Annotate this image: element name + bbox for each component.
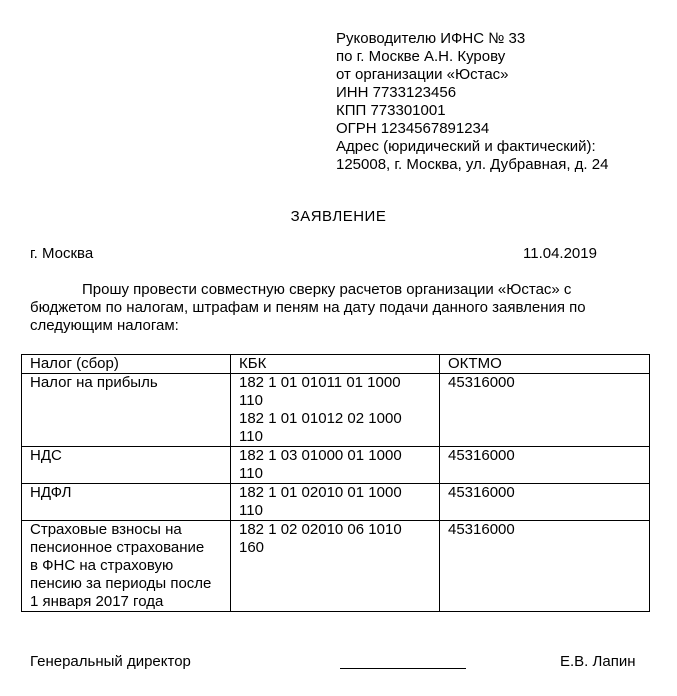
kbk-line: 182 1 01 01012 02 1000 [239,410,402,427]
document-title: ЗАЯВЛЕНИЕ [290,208,387,225]
tax-name-line: 1 января 2017 года [30,593,164,610]
oktmo-cell: 45316000 [440,447,650,484]
request-text [30,281,630,335]
addressee-line: по г. Москве А.Н. Курову [336,48,506,65]
tax-name: НДС [22,447,231,484]
tax-name-line: пенсию за периоды после [30,575,212,592]
kbk-cell [231,521,440,612]
addressee-block [336,30,608,174]
oktmo-cell: 45316000 [440,374,650,447]
inn: ИНН 7733123456 [336,84,457,101]
sender-organization: от организации «Юстас» [336,66,509,83]
header-tax: Налог (сбор) [22,355,231,374]
addressee-line: Руководителю ИФНС № 33 [336,30,526,47]
kbk-line: 110 [239,392,263,409]
kbk-line: 110 [239,465,263,482]
oktmo-cell: 45316000 [440,521,650,612]
tax-name-line: пенсионное страхование [30,539,205,556]
kbk-cell [231,447,440,484]
table-row [22,447,650,484]
table-header-row [22,355,650,374]
table-row [22,521,650,612]
address: 125008, г. Москва, ул. Дубравная, д. 24 [336,156,609,173]
header-oktmo: ОКТМО [440,355,650,374]
tax-name-line: Страховые взносы на [30,521,182,538]
kbk-line: 160 [239,539,265,556]
kbk-cell [231,374,440,447]
document-date: 11.04.2019 [523,245,597,262]
kbk-line: 110 [239,502,263,519]
tax-name-line: в ФНС на страховую [30,557,174,574]
tax-name: НДФЛ [22,484,231,521]
kbk-line: 182 1 02 02010 06 1010 [239,521,402,538]
oktmo-cell: 45316000 [440,484,650,521]
kbk-line: 182 1 01 02010 01 1000 [239,484,402,501]
kbk-line: 182 1 01 01011 01 1000 [239,374,401,391]
signer-position: Генеральный директор [30,653,191,670]
signer-name: Е.В. Лапин [560,653,636,670]
signature-line [340,668,466,669]
request-text-line: бюджетом по налогам, штрафам и пеням на дату подачи данного заявления по [30,299,586,316]
city: г. Москва [30,245,94,262]
kbk-line: 182 1 03 01000 01 1000 [239,447,402,464]
request-text-line: Прошу провести совместную сверку расчетов организации «Юстас» с [82,281,572,298]
tax-name: Налог на прибыль [22,374,231,447]
ogrn: ОГРН 1234567891234 [336,120,490,137]
kpp: КПП 773301001 [336,102,446,119]
header-kbk: КБК [231,355,440,374]
address-label: Адрес (юридический и фактический): [336,138,596,155]
table-row [22,374,650,447]
tax-name [22,521,231,612]
taxes-table [21,354,650,612]
request-text-line: следующим налогам: [30,317,179,334]
kbk-line: 110 [239,428,263,445]
table-row [22,484,650,521]
kbk-cell [231,484,440,521]
